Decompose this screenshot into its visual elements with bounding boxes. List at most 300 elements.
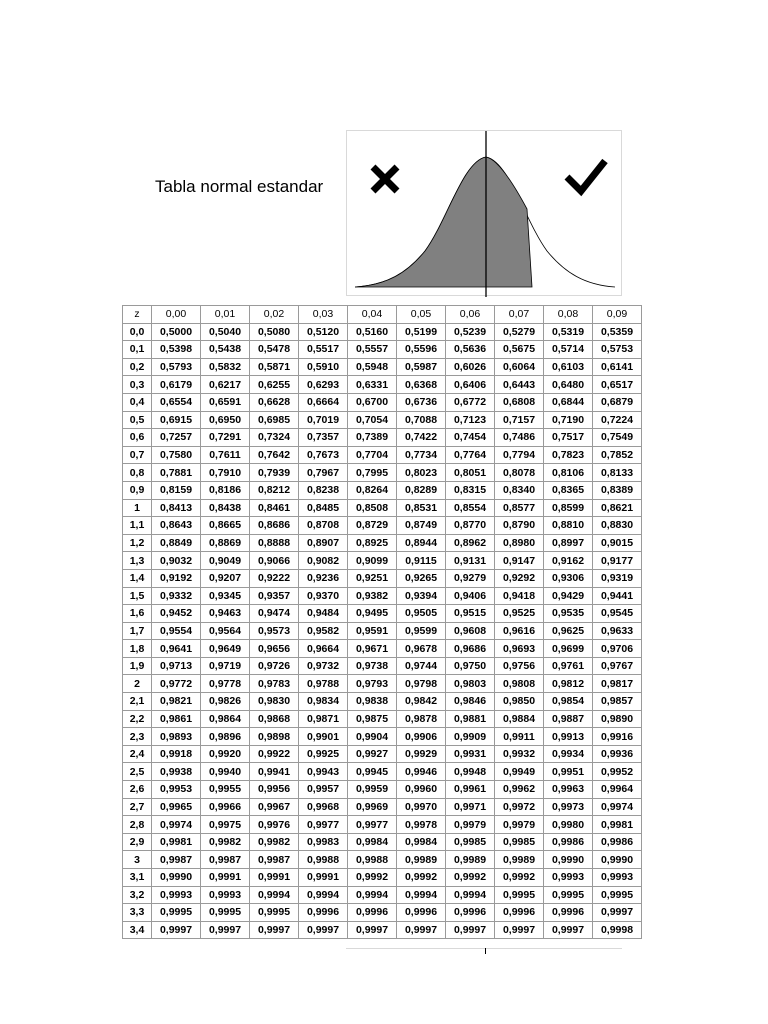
table-cell: 0,9997 <box>152 921 201 939</box>
table-row <box>123 640 642 658</box>
table-cell: 0,8830 <box>593 517 642 535</box>
table-cell: 0,9265 <box>397 569 446 587</box>
row-z-value: 0,3 <box>123 376 152 394</box>
table-cell: 0,9699 <box>544 640 593 658</box>
table-cell: 0,7995 <box>348 464 397 482</box>
table-cell: 0,7673 <box>299 446 348 464</box>
table-cell: 0,9996 <box>299 904 348 922</box>
table-cell: 0,9279 <box>446 569 495 587</box>
table-cell: 0,8686 <box>250 517 299 535</box>
table-cell: 0,9988 <box>348 851 397 869</box>
table-cell: 0,9994 <box>250 886 299 904</box>
table-cell: 0,9545 <box>593 605 642 623</box>
table-cell: 0,9995 <box>250 904 299 922</box>
table-cell: 0,9783 <box>250 675 299 693</box>
table-cell: 0,9996 <box>495 904 544 922</box>
table-cell: 0,6700 <box>348 393 397 411</box>
table-cell: 0,8238 <box>299 481 348 499</box>
table-cell: 0,9147 <box>495 552 544 570</box>
table-cell: 0,9974 <box>593 798 642 816</box>
table-cell: 0,9292 <box>495 569 544 587</box>
row-z-value: 1,6 <box>123 605 152 623</box>
table-cell: 0,8531 <box>397 499 446 517</box>
table-cell: 0,5239 <box>446 323 495 341</box>
table-cell: 0,7549 <box>593 429 642 447</box>
table-cell: 0,9890 <box>593 710 642 728</box>
table-cell: 0,9945 <box>348 763 397 781</box>
table-cell: 0,9649 <box>201 640 250 658</box>
table-cell: 0,9394 <box>397 587 446 605</box>
table-row <box>123 323 642 341</box>
row-z-value: 2,5 <box>123 763 152 781</box>
table-cell: 0,9904 <box>348 728 397 746</box>
table-row <box>123 429 642 447</box>
table-cell: 0,7611 <box>201 446 250 464</box>
table-cell: 0,5596 <box>397 341 446 359</box>
table-cell: 0,9948 <box>446 763 495 781</box>
table-cell: 0,9535 <box>544 605 593 623</box>
table-cell: 0,9251 <box>348 569 397 587</box>
table-row <box>123 552 642 570</box>
table-cell: 0,9977 <box>348 816 397 834</box>
row-z-value: 1,7 <box>123 622 152 640</box>
table-cell: 0,9989 <box>446 851 495 869</box>
table-cell: 0,9991 <box>201 869 250 887</box>
row-z-value: 3 <box>123 851 152 869</box>
table-cell: 0,9987 <box>201 851 250 869</box>
column-header: 0,09 <box>593 306 642 324</box>
table-cell: 0,9925 <box>299 745 348 763</box>
table-cell: 0,9978 <box>397 816 446 834</box>
table-cell: 0,9881 <box>446 710 495 728</box>
table-cell: 0,9719 <box>201 657 250 675</box>
table-cell: 0,7157 <box>495 411 544 429</box>
table-cell: 0,9082 <box>299 552 348 570</box>
table-cell: 0,7967 <box>299 464 348 482</box>
table-cell: 0,9997 <box>250 921 299 939</box>
table-cell: 0,9949 <box>495 763 544 781</box>
table-cell: 0,9962 <box>495 781 544 799</box>
table-row <box>123 781 642 799</box>
table-cell: 0,9573 <box>250 622 299 640</box>
table-cell: 0,8023 <box>397 464 446 482</box>
table-row <box>123 393 642 411</box>
table-row <box>123 921 642 939</box>
table-cell: 0,9960 <box>397 781 446 799</box>
table-cell: 0,5319 <box>544 323 593 341</box>
row-z-value: 0,0 <box>123 323 152 341</box>
table-cell: 0,8849 <box>152 534 201 552</box>
table-cell: 0,9961 <box>446 781 495 799</box>
table-cell: 0,9976 <box>250 816 299 834</box>
table-cell: 0,9803 <box>446 675 495 693</box>
table-cell: 0,9788 <box>299 675 348 693</box>
table-cell: 0,7580 <box>152 446 201 464</box>
table-cell: 0,9857 <box>593 693 642 711</box>
table-cell: 0,9625 <box>544 622 593 640</box>
table-cell: 0,9998 <box>593 921 642 939</box>
table-cell: 0,9713 <box>152 657 201 675</box>
table-cell: 0,9131 <box>446 552 495 570</box>
table-cell: 0,9898 <box>250 728 299 746</box>
row-z-value: 2,2 <box>123 710 152 728</box>
table-cell: 0,9989 <box>397 851 446 869</box>
table-cell: 0,6950 <box>201 411 250 429</box>
table-cell: 0,9990 <box>152 869 201 887</box>
table-cell: 0,9994 <box>446 886 495 904</box>
table-cell: 0,9920 <box>201 745 250 763</box>
table-row <box>123 763 642 781</box>
table-row <box>123 587 642 605</box>
table-cell: 0,9993 <box>593 869 642 887</box>
table-cell: 0,9993 <box>544 869 593 887</box>
table-cell: 0,9525 <box>495 605 544 623</box>
table-cell: 0,9997 <box>201 921 250 939</box>
table-cell: 0,8554 <box>446 499 495 517</box>
table-cell: 0,5040 <box>201 323 250 341</box>
table-row <box>123 798 642 816</box>
table-cell: 0,9984 <box>348 833 397 851</box>
table-cell: 0,7910 <box>201 464 250 482</box>
row-z-value: 2,1 <box>123 693 152 711</box>
table-cell: 0,9306 <box>544 569 593 587</box>
table-cell: 0,9971 <box>446 798 495 816</box>
table-cell: 0,9778 <box>201 675 250 693</box>
table-cell: 0,9987 <box>152 851 201 869</box>
column-header: 0,03 <box>299 306 348 324</box>
table-cell: 0,5199 <box>397 323 446 341</box>
column-header-z: z <box>123 306 152 324</box>
table-cell: 0,8869 <box>201 534 250 552</box>
table-cell: 0,9996 <box>348 904 397 922</box>
row-z-value: 2,6 <box>123 781 152 799</box>
table-cell: 0,9953 <box>152 781 201 799</box>
table-cell: 0,6293 <box>299 376 348 394</box>
table-cell: 0,9922 <box>250 745 299 763</box>
table-cell: 0,9826 <box>201 693 250 711</box>
table-cell: 0,8389 <box>593 481 642 499</box>
table-cell: 0,9686 <box>446 640 495 658</box>
table-cell: 0,9992 <box>446 869 495 887</box>
table-cell: 0,6736 <box>397 393 446 411</box>
table-cell: 0,8264 <box>348 481 397 499</box>
row-z-value: 1,2 <box>123 534 152 552</box>
table-cell: 0,6331 <box>348 376 397 394</box>
table-cell: 0,9162 <box>544 552 593 570</box>
table-cell: 0,9732 <box>299 657 348 675</box>
table-cell: 0,8508 <box>348 499 397 517</box>
table-cell: 0,5359 <box>593 323 642 341</box>
table-row <box>123 745 642 763</box>
table-cell: 0,9995 <box>495 886 544 904</box>
table-cell: 0,9981 <box>152 833 201 851</box>
table-cell: 0,8133 <box>593 464 642 482</box>
table-cell: 0,9871 <box>299 710 348 728</box>
table-cell: 0,8665 <box>201 517 250 535</box>
table-cell: 0,9049 <box>201 552 250 570</box>
table-cell: 0,9927 <box>348 745 397 763</box>
table-cell: 0,9812 <box>544 675 593 693</box>
table-cell: 0,9932 <box>495 745 544 763</box>
figure-tick-bottom <box>485 948 486 954</box>
table-cell: 0,9896 <box>201 728 250 746</box>
table-row <box>123 446 642 464</box>
table-cell: 0,7486 <box>495 429 544 447</box>
table-cell: 0,9671 <box>348 640 397 658</box>
row-z-value: 3,4 <box>123 921 152 939</box>
check-icon <box>567 161 605 191</box>
row-z-value: 2,9 <box>123 833 152 851</box>
table-cell: 0,5714 <box>544 341 593 359</box>
table-cell: 0,6026 <box>446 358 495 376</box>
table-cell: 0,7324 <box>250 429 299 447</box>
table-cell: 0,9989 <box>495 851 544 869</box>
table-cell: 0,9986 <box>593 833 642 851</box>
table-cell: 0,9996 <box>446 904 495 922</box>
table-row <box>123 657 642 675</box>
table-cell: 0,9992 <box>397 869 446 887</box>
row-z-value: 1,4 <box>123 569 152 587</box>
table-cell: 0,9474 <box>250 605 299 623</box>
table-cell: 0,9345 <box>201 587 250 605</box>
table-row <box>123 517 642 535</box>
table-cell: 0,6103 <box>544 358 593 376</box>
table-cell: 0,9406 <box>446 587 495 605</box>
table-cell: 0,7190 <box>544 411 593 429</box>
table-cell: 0,9996 <box>544 904 593 922</box>
table-row <box>123 411 642 429</box>
table-cell: 0,5675 <box>495 341 544 359</box>
table-cell: 0,9817 <box>593 675 642 693</box>
table-cell: 0,9893 <box>152 728 201 746</box>
table-cell: 0,5793 <box>152 358 201 376</box>
table-row <box>123 605 642 623</box>
table-cell: 0,9991 <box>250 869 299 887</box>
table-row <box>123 341 642 359</box>
table-cell: 0,9032 <box>152 552 201 570</box>
table-cell: 0,9192 <box>152 569 201 587</box>
table-cell: 0,9656 <box>250 640 299 658</box>
column-header: 0,06 <box>446 306 495 324</box>
table-cell: 0,9955 <box>201 781 250 799</box>
table-cell: 0,9987 <box>250 851 299 869</box>
table-cell: 0,8980 <box>495 534 544 552</box>
table-cell: 0,8962 <box>446 534 495 552</box>
table-cell: 0,8749 <box>397 517 446 535</box>
table-cell: 0,8365 <box>544 481 593 499</box>
table-cell: 0,5910 <box>299 358 348 376</box>
table-cell: 0,5080 <box>250 323 299 341</box>
table-row <box>123 569 642 587</box>
table-cell: 0,7704 <box>348 446 397 464</box>
table-row <box>123 693 642 711</box>
column-header: 0,00 <box>152 306 201 324</box>
table-cell: 0,6368 <box>397 376 446 394</box>
table-cell: 0,8438 <box>201 499 250 517</box>
row-z-value: 3,3 <box>123 904 152 922</box>
row-z-value: 1,8 <box>123 640 152 658</box>
table-cell: 0,7257 <box>152 429 201 447</box>
table-row <box>123 886 642 904</box>
table-cell: 0,9887 <box>544 710 593 728</box>
table-cell: 0,8340 <box>495 481 544 499</box>
table-cell: 0,8944 <box>397 534 446 552</box>
table-cell: 0,9941 <box>250 763 299 781</box>
row-z-value: 0,6 <box>123 429 152 447</box>
table-cell: 0,5160 <box>348 323 397 341</box>
table-cell: 0,6844 <box>544 393 593 411</box>
table-cell: 0,9997 <box>348 921 397 939</box>
table-cell: 0,6064 <box>495 358 544 376</box>
table-cell: 0,9418 <box>495 587 544 605</box>
table-cell: 0,9854 <box>544 693 593 711</box>
row-z-value: 1,3 <box>123 552 152 570</box>
table-cell: 0,8997 <box>544 534 593 552</box>
table-cell: 0,5398 <box>152 341 201 359</box>
table-cell: 0,9599 <box>397 622 446 640</box>
table-cell: 0,8413 <box>152 499 201 517</box>
table-cell: 0,9015 <box>593 534 642 552</box>
row-z-value: 0,1 <box>123 341 152 359</box>
table-cell: 0,9936 <box>593 745 642 763</box>
table-cell: 0,9207 <box>201 569 250 587</box>
table-cell: 0,9750 <box>446 657 495 675</box>
table-cell: 0,7054 <box>348 411 397 429</box>
table-cell: 0,9931 <box>446 745 495 763</box>
row-z-value: 3,1 <box>123 869 152 887</box>
table-cell: 0,8159 <box>152 481 201 499</box>
column-header: 0,02 <box>250 306 299 324</box>
table-cell: 0,6255 <box>250 376 299 394</box>
table-cell: 0,6517 <box>593 376 642 394</box>
table-cell: 0,9761 <box>544 657 593 675</box>
table-cell: 0,9995 <box>201 904 250 922</box>
table-cell: 0,9963 <box>544 781 593 799</box>
normal-curve-graphic <box>347 131 623 297</box>
table-cell: 0,9382 <box>348 587 397 605</box>
table-cell: 0,8643 <box>152 517 201 535</box>
table-cell: 0,9972 <box>495 798 544 816</box>
table-cell: 0,9981 <box>593 816 642 834</box>
table-cell: 0,7794 <box>495 446 544 464</box>
table-cell: 0,9997 <box>593 904 642 922</box>
table-cell: 0,7454 <box>446 429 495 447</box>
table-cell: 0,9977 <box>299 816 348 834</box>
table-cell: 0,7224 <box>593 411 642 429</box>
table-cell: 0,5636 <box>446 341 495 359</box>
table-cell: 0,9861 <box>152 710 201 728</box>
table-cell: 0,9916 <box>593 728 642 746</box>
table-cell: 0,9951 <box>544 763 593 781</box>
table-cell: 0,9918 <box>152 745 201 763</box>
table-cell: 0,6879 <box>593 393 642 411</box>
table-cell: 0,7852 <box>593 446 642 464</box>
table-cell: 0,6480 <box>544 376 593 394</box>
table-cell: 0,9990 <box>593 851 642 869</box>
table-cell: 0,9994 <box>348 886 397 904</box>
table-cell: 0,8106 <box>544 464 593 482</box>
table-cell: 0,9991 <box>299 869 348 887</box>
table-cell: 0,9982 <box>250 833 299 851</box>
table-body <box>123 323 642 939</box>
table-cell: 0,9997 <box>495 921 544 939</box>
table-cell: 0,6591 <box>201 393 250 411</box>
table-cell: 0,9965 <box>152 798 201 816</box>
table-cell: 0,9772 <box>152 675 201 693</box>
table-cell: 0,9993 <box>152 886 201 904</box>
table-cell: 0,8577 <box>495 499 544 517</box>
table-row <box>123 358 642 376</box>
table-cell: 0,9582 <box>299 622 348 640</box>
table-cell: 0,5832 <box>201 358 250 376</box>
table-cell: 0,8708 <box>299 517 348 535</box>
table-cell: 0,8461 <box>250 499 299 517</box>
figure-frame-bottom <box>346 948 622 958</box>
table-cell: 0,8770 <box>446 517 495 535</box>
table-cell: 0,9357 <box>250 587 299 605</box>
row-z-value: 2,4 <box>123 745 152 763</box>
table-cell: 0,9911 <box>495 728 544 746</box>
table-cell: 0,8485 <box>299 499 348 517</box>
table-cell: 0,9452 <box>152 605 201 623</box>
table-cell: 0,9505 <box>397 605 446 623</box>
table-row <box>123 710 642 728</box>
table-cell: 0,9066 <box>250 552 299 570</box>
table-cell: 0,9985 <box>495 833 544 851</box>
column-header: 0,07 <box>495 306 544 324</box>
table-cell: 0,9992 <box>348 869 397 887</box>
table-cell: 0,9995 <box>593 886 642 904</box>
table-cell: 0,7764 <box>446 446 495 464</box>
table-cell: 0,9979 <box>446 816 495 834</box>
table-cell: 0,9738 <box>348 657 397 675</box>
row-z-value: 0,5 <box>123 411 152 429</box>
table-cell: 0,9959 <box>348 781 397 799</box>
row-z-value: 3,2 <box>123 886 152 904</box>
table-cell: 0,8051 <box>446 464 495 482</box>
table-cell: 0,9878 <box>397 710 446 728</box>
page-title: Tabla normal estandar <box>155 177 324 196</box>
table-cell: 0,5753 <box>593 341 642 359</box>
table-cell: 0,5948 <box>348 358 397 376</box>
table-cell: 0,9884 <box>495 710 544 728</box>
table-cell: 0,9995 <box>544 886 593 904</box>
table-cell: 0,9319 <box>593 569 642 587</box>
table-cell: 0,9938 <box>152 763 201 781</box>
table-cell: 0,6554 <box>152 393 201 411</box>
table-cell: 0,9463 <box>201 605 250 623</box>
table-cell: 0,9706 <box>593 640 642 658</box>
table-row <box>123 499 642 517</box>
table-cell: 0,5279 <box>495 323 544 341</box>
table-row <box>123 816 642 834</box>
table-cell: 0,9985 <box>446 833 495 851</box>
table-cell: 0,9952 <box>593 763 642 781</box>
table-cell: 0,5557 <box>348 341 397 359</box>
table-cell: 0,7939 <box>250 464 299 482</box>
table-row <box>123 904 642 922</box>
row-z-value: 2,7 <box>123 798 152 816</box>
table-cell: 0,9967 <box>250 798 299 816</box>
table-cell: 0,9929 <box>397 745 446 763</box>
table-cell: 0,9973 <box>544 798 593 816</box>
table-cell: 0,7517 <box>544 429 593 447</box>
table-cell: 0,9633 <box>593 622 642 640</box>
table-header-row <box>123 306 642 324</box>
table-cell: 0,6141 <box>593 358 642 376</box>
table-cell: 0,6772 <box>446 393 495 411</box>
table-cell: 0,7389 <box>348 429 397 447</box>
